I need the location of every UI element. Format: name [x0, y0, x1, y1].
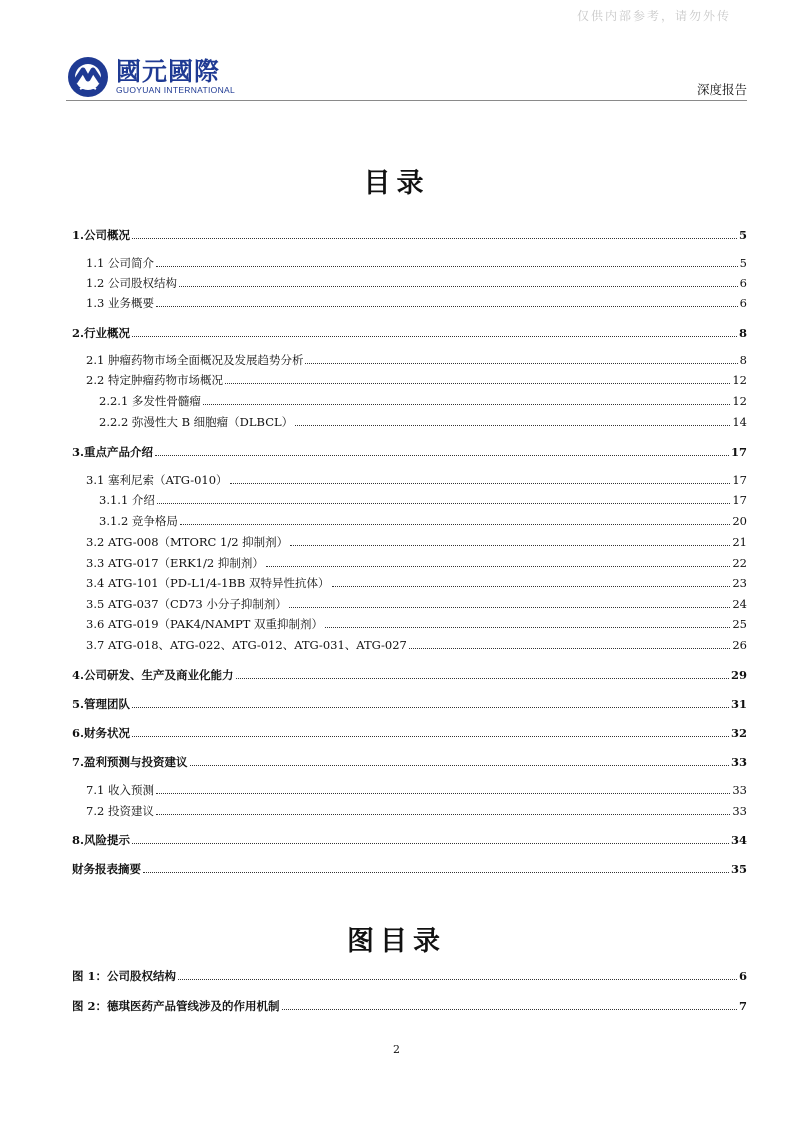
- toc-entry[interactable]: [72, 804, 747, 818]
- toc-entry[interactable]: [72, 833, 747, 847]
- dot-leader: [190, 765, 729, 766]
- dot-leader: [225, 383, 730, 384]
- confidential-watermark: 仅供内部参考，请勿外传: [576, 9, 731, 23]
- dot-leader: [305, 363, 737, 364]
- toc-entry[interactable]: [72, 576, 747, 590]
- dot-leader: [156, 306, 738, 307]
- dot-leader: [155, 455, 729, 456]
- toc-entry[interactable]: [72, 556, 747, 570]
- dot-leader: [203, 404, 730, 405]
- toc-entry[interactable]: [72, 276, 747, 290]
- toc-entry-label: 8.风险提示: [72, 833, 131, 847]
- toc-entry-label: 2.1 肿瘤药物市场全面概况及发展趋势分析: [86, 353, 304, 367]
- dot-leader: [282, 1009, 737, 1010]
- figure-entry-label: 图 2：德琪医药产品管线涉及的作用机制: [72, 999, 280, 1013]
- toc-entry-page: 17: [732, 493, 747, 507]
- dot-leader: [230, 483, 731, 484]
- toc-entry[interactable]: [72, 473, 747, 487]
- toc-entry-page: 21: [732, 535, 747, 549]
- toc-entry-page: 24: [732, 597, 747, 611]
- toc-entry[interactable]: [72, 726, 747, 740]
- dot-leader: [266, 566, 731, 567]
- toc-entry-label: 2.行业概况: [72, 326, 131, 340]
- figure-entry-label: 图 1：公司股权结构: [72, 969, 177, 983]
- company-logo: [66, 55, 235, 99]
- toc-title: 目录: [363, 168, 430, 199]
- toc-entry-label: 2.2.1 多发性骨髓瘤: [99, 394, 201, 408]
- toc-entry-label: 7.盈利预测与投资建议: [72, 755, 188, 769]
- toc-entry-label: 1.公司概况: [72, 228, 131, 242]
- dot-leader: [178, 979, 737, 980]
- toc-entry-label: 7.1 收入预测: [86, 783, 154, 797]
- toc-entry[interactable]: [72, 256, 747, 270]
- figure-list-title: 图目录: [347, 926, 446, 957]
- dot-leader: [295, 425, 730, 426]
- toc-entry-label: 3.1.2 竞争格局: [99, 514, 178, 528]
- toc-entry[interactable]: [72, 493, 747, 507]
- figure-entry-page: 7: [738, 999, 747, 1013]
- toc-entry-label: 2.2.2 弥漫性大 B 细胞瘤（DLBCL）: [99, 415, 294, 429]
- toc-entry[interactable]: [72, 228, 747, 242]
- toc-entry-page: 12: [732, 373, 747, 387]
- toc-entry[interactable]: [72, 697, 747, 711]
- toc-entry-page: 8: [739, 353, 747, 367]
- toc-entry-label: 3.1 塞利尼索（ATG-010）: [86, 473, 228, 487]
- toc-entry-page: 17: [730, 445, 747, 459]
- figure-entry-page: 6: [738, 969, 747, 983]
- toc-entry-label: 3.2 ATG-008（MTORC 1/2 抑制剂）: [86, 535, 289, 549]
- toc-entry-page: 23: [732, 576, 747, 590]
- toc-entry-label: 1.3 业务概要: [86, 296, 154, 310]
- toc-entry-label: 3.6 ATG-019（PAK4/NAMPT 双重抑制剂）: [86, 617, 324, 631]
- toc-entry-page: 12: [732, 394, 747, 408]
- toc-entry-label: 3.5 ATG-037（CD73 小分子抑制剂）: [86, 597, 287, 611]
- toc-entry-label: 财务报表摘要: [72, 862, 141, 876]
- toc-entry-page: 20: [732, 514, 747, 528]
- dot-leader: [156, 793, 730, 794]
- toc-entry[interactable]: [72, 296, 747, 310]
- dot-leader: [132, 707, 729, 708]
- toc-entry-page: 14: [732, 415, 747, 429]
- toc-entry[interactable]: [72, 353, 747, 367]
- toc-entry-page: 5: [739, 256, 747, 270]
- toc-entry-label: 3.4 ATG-101（PD-L1/4-1BB 双特异性抗体）: [86, 576, 330, 590]
- figure-entry[interactable]: [72, 969, 747, 983]
- toc-entry[interactable]: [72, 783, 747, 797]
- toc-entry[interactable]: [72, 535, 747, 549]
- toc-entry-page: 17: [732, 473, 747, 487]
- logo-emblem-icon: [66, 55, 110, 99]
- toc-entry-page: 5: [738, 228, 747, 242]
- toc-entry-page: 26: [732, 638, 747, 652]
- dot-leader: [143, 872, 729, 873]
- toc-entry[interactable]: [72, 326, 747, 340]
- toc-entry[interactable]: [72, 415, 747, 429]
- toc-entry-label: 2.2 特定肿瘤药物市场概况: [86, 373, 223, 387]
- toc-entry[interactable]: [72, 862, 747, 876]
- toc-entry-label: 7.2 投资建议: [86, 804, 154, 818]
- toc-entry-page: 6: [739, 296, 747, 310]
- report-type-label: 深度报告: [696, 82, 747, 97]
- dot-leader: [332, 586, 731, 587]
- toc-entry-label: 3.重点产品介绍: [72, 445, 154, 459]
- toc-entry-label: 1.1 公司简介: [86, 256, 154, 270]
- toc-entry-page: 29: [730, 668, 747, 682]
- dot-leader: [289, 607, 731, 608]
- dot-leader: [179, 286, 738, 287]
- toc-entry-page: 34: [730, 833, 747, 847]
- toc-entry-page: 32: [730, 726, 747, 740]
- toc-entry-page: 6: [739, 276, 747, 290]
- toc-entry-page: 35: [730, 862, 747, 876]
- toc-entry-label: 4.公司研发、生产及商业化能力: [72, 668, 234, 682]
- dot-leader: [156, 814, 730, 815]
- toc-entry-label: 6.财务状况: [72, 726, 131, 740]
- toc-entry-page: 22: [732, 556, 747, 570]
- figure-entry[interactable]: [72, 999, 747, 1013]
- dot-leader: [290, 545, 730, 546]
- dot-leader: [132, 843, 729, 844]
- toc-entry[interactable]: [72, 668, 747, 682]
- toc-entry-label: 3.1.1 介绍: [99, 493, 155, 507]
- logo-name-en: GUOYUAN INTERNATIONAL: [116, 84, 236, 95]
- toc-entry-page: 33: [732, 804, 747, 818]
- toc-entry-label: 5.管理团队: [72, 697, 131, 711]
- logo-name-cn: 國元國際: [116, 56, 221, 86]
- toc-entry[interactable]: [72, 617, 747, 631]
- toc-entry-label: 1.2 公司股权结构: [86, 276, 177, 290]
- toc-entry-page: 33: [732, 783, 747, 797]
- toc-entry-label: 3.7 ATG-018、ATG-022、ATG-012、ATG-031、ATG-027: [86, 638, 407, 652]
- toc-entry-label: 3.3 ATG-017（ERK1/2 抑制剂）: [86, 556, 264, 570]
- header-divider: [66, 100, 747, 101]
- toc-entry[interactable]: [72, 394, 747, 408]
- toc-entry[interactable]: [72, 445, 747, 459]
- toc-entry[interactable]: [72, 373, 747, 387]
- page-number: 2: [393, 1043, 400, 1056]
- toc-entry[interactable]: [72, 597, 747, 611]
- toc-entry[interactable]: [72, 638, 747, 652]
- toc-entry[interactable]: [72, 514, 747, 528]
- toc-entry-page: 33: [730, 755, 747, 769]
- dot-leader: [132, 336, 737, 337]
- dot-leader: [236, 678, 729, 679]
- toc-entry[interactable]: [72, 755, 747, 769]
- dot-leader: [180, 524, 730, 525]
- dot-leader: [157, 503, 730, 504]
- toc-entry-page: 31: [730, 697, 747, 711]
- toc-entry-page: 25: [732, 617, 747, 631]
- dot-leader: [132, 238, 737, 239]
- toc-entry-page: 8: [738, 326, 747, 340]
- dot-leader: [325, 627, 730, 628]
- dot-leader: [156, 266, 738, 267]
- dot-leader: [132, 736, 729, 737]
- dot-leader: [409, 648, 731, 649]
